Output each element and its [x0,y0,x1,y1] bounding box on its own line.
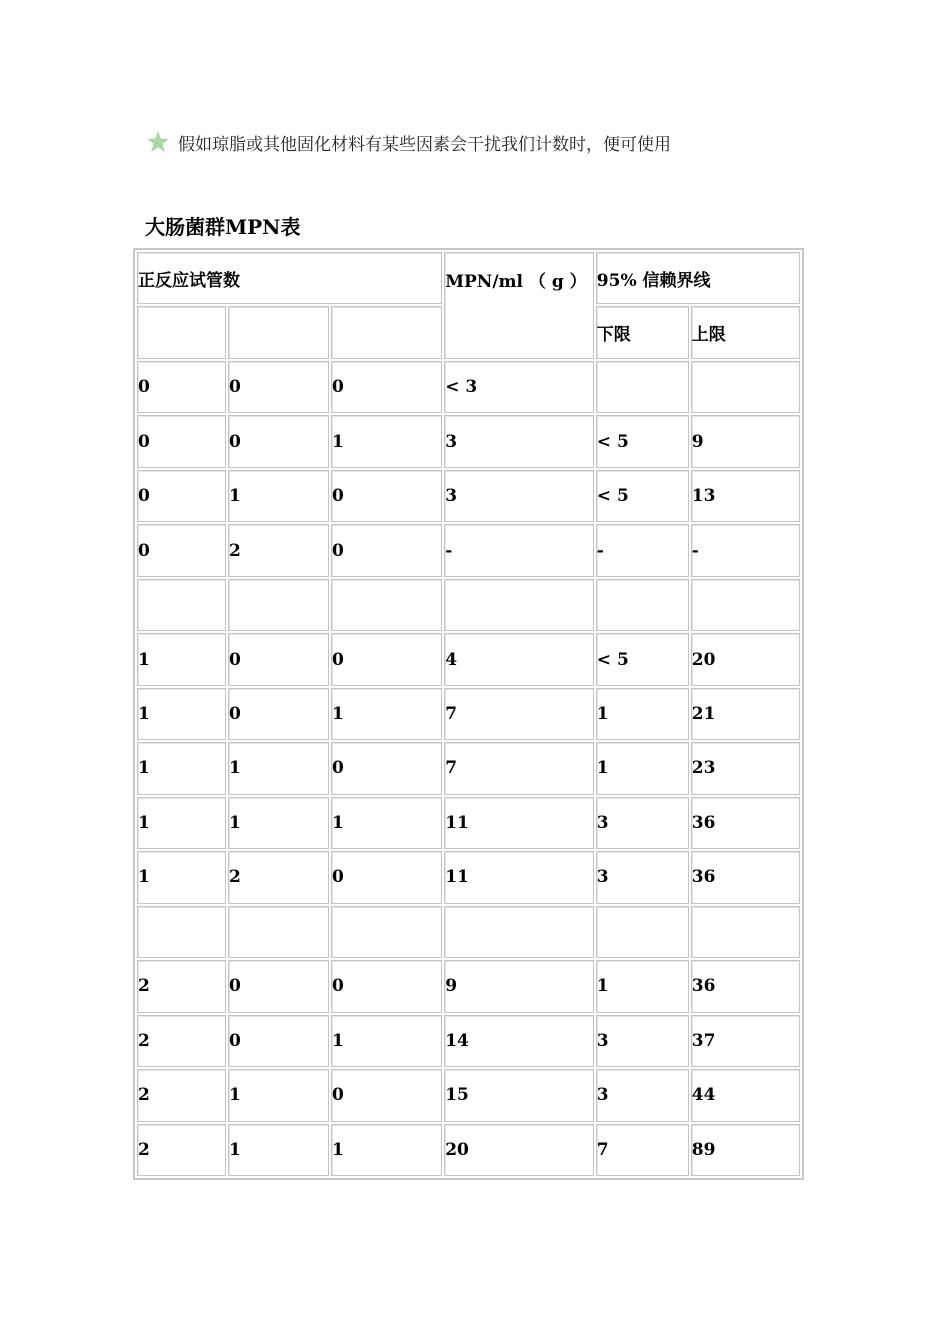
table-cell: 2 [137,960,226,1012]
table-cell: 0 [331,361,442,413]
table-cell: - [691,524,800,576]
table-row [137,906,800,958]
table-cell: 7 [596,1124,689,1177]
table-cell: 11 [444,851,594,903]
table-cell: 0 [331,633,442,685]
mpn-table [135,250,802,1178]
table-cell: 2 [228,851,329,903]
table-cell: 1 [331,688,442,740]
table-cell [137,579,226,631]
table-cell: 3 [444,470,594,522]
table-cell: 2 [137,1124,226,1177]
table-cell: 3 [444,415,594,467]
table-cell: 3 [596,1015,689,1067]
table-cell: 1 [137,688,226,740]
table-cell: 36 [691,960,800,1012]
table-cell: 2 [137,1069,226,1121]
table-cell: < 5 [596,470,689,522]
table-cell: 11 [444,797,594,849]
table-cell: 0 [228,688,329,740]
header-positive-tubes: 正反应试管数 [137,252,442,304]
table-cell: 0 [331,960,442,1012]
table-cell: 1 [137,742,226,794]
table-cell: 2 [228,524,329,576]
intro-line [146,127,671,157]
table-cell: 14 [444,1015,594,1067]
table-cell [596,579,689,631]
table-cell: 1 [596,688,689,740]
table-cell: < 5 [596,633,689,685]
table-cell: 3 [596,851,689,903]
table-cell: 89 [691,1124,800,1177]
table-cell [691,906,800,958]
table-cell [331,906,442,958]
mpn-table-frame [133,248,804,1180]
table-row [137,470,800,522]
table-cell: 0 [137,524,226,576]
table-cell: < 5 [596,415,689,467]
table-cell: 1 [331,415,442,467]
table-row [137,688,800,740]
table-row [137,797,800,849]
table-cell: 3 [596,797,689,849]
table-cell [228,579,329,631]
table-cell: 1 [228,797,329,849]
table-cell [228,906,329,958]
table-row [137,524,800,576]
table-cell: 23 [691,742,800,794]
intro-text: 假如琼脂或其他固化材料有某些因素会干扰我们计数时，便可使用 [178,134,671,155]
table-cell: 2 [137,1015,226,1067]
subheader-empty-cell [137,306,226,358]
table-cell [596,361,689,413]
table-cell: 37 [691,1015,800,1067]
table-cell: 9 [691,415,800,467]
table-cell: 21 [691,688,800,740]
table-cell: 1 [137,851,226,903]
table-cell: 0 [228,633,329,685]
table-row [137,742,800,794]
table-row [137,960,800,1012]
table-cell: 1 [137,797,226,849]
table-cell: 7 [444,742,594,794]
table-row [137,633,800,685]
table-row [137,361,800,413]
table-cell: 20 [444,1124,594,1177]
table-cell: - [596,524,689,576]
header-confidence: 95% 信赖界线 [596,252,800,304]
table-cell: - [444,524,594,576]
table-row [137,1069,800,1121]
table-cell [444,906,594,958]
table-row [137,1015,800,1067]
table-cell: 9 [444,960,594,1012]
table-cell: 3 [596,1069,689,1121]
table-cell [137,906,226,958]
table-cell: 0 [228,960,329,1012]
table-cell: 0 [137,470,226,522]
table-cell: 0 [331,524,442,576]
table-cell: 1 [331,1124,442,1177]
table-row [137,579,800,631]
table-cell: 20 [691,633,800,685]
table-cell: 1 [596,960,689,1012]
table-cell: 4 [444,633,594,685]
table-cell: 1 [228,742,329,794]
table-cell: 0 [228,415,329,467]
table-cell: 0 [228,1015,329,1067]
table-cell: < 3 [444,361,594,413]
star-icon [146,130,170,154]
table-cell: 44 [691,1069,800,1121]
table-row [137,851,800,903]
table-cell: 1 [228,1124,329,1177]
table-title: 大肠菌群MPN表 [145,215,301,239]
header-upper: 上限 [691,306,800,358]
table-row [137,1124,800,1177]
table-cell: 0 [331,1069,442,1121]
table-cell: 1 [331,797,442,849]
table-cell: 13 [691,470,800,522]
table-cell: 36 [691,851,800,903]
table-cell [691,361,800,413]
table-cell: 1 [228,470,329,522]
header-row [137,252,800,304]
table-cell: 0 [331,470,442,522]
table-cell [596,906,689,958]
header-mpn: MPN/ml （ g ） [444,252,594,359]
table-cell: 0 [137,415,226,467]
subheader-empty-cell [331,306,442,358]
table-cell: 1 [228,1069,329,1121]
table-cell: 0 [331,742,442,794]
table-cell: 7 [444,688,594,740]
table-cell: 0 [331,851,442,903]
table-cell: 0 [137,361,226,413]
table-cell [444,579,594,631]
subheader-empty-cell [228,306,329,358]
table-cell: 1 [137,633,226,685]
table-cell [691,579,800,631]
table-cell: 36 [691,797,800,849]
table-cell: 15 [444,1069,594,1121]
header-lower: 下限 [596,306,689,358]
table-cell: 1 [596,742,689,794]
table-cell [331,579,442,631]
table-cell: 0 [228,361,329,413]
table-cell: 1 [331,1015,442,1067]
table-row [137,415,800,467]
